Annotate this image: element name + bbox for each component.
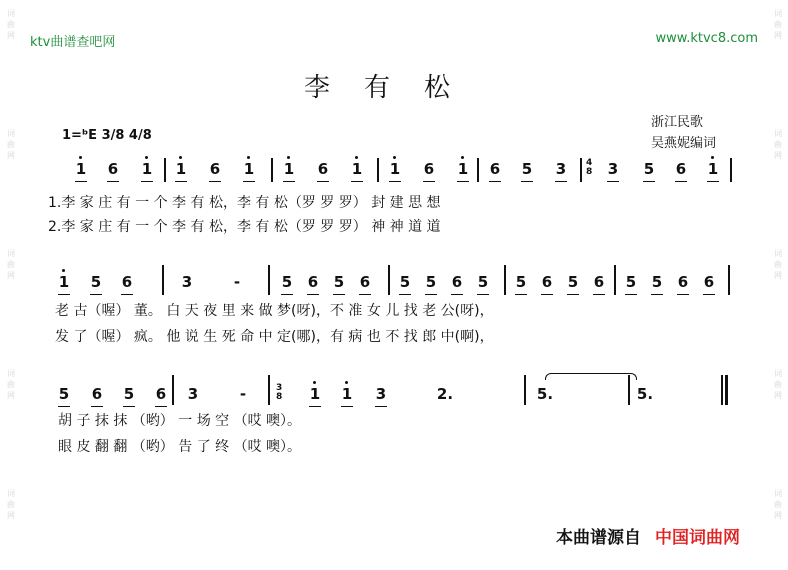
watermark-text: 词曲网 — [7, 249, 15, 280]
barline — [162, 265, 164, 295]
barline — [504, 265, 506, 295]
barline — [268, 375, 270, 405]
note: 6 — [420, 160, 438, 178]
time-change-4-8: 4 8 — [586, 158, 593, 177]
note: 6 — [88, 385, 106, 403]
barline — [172, 375, 174, 405]
note: 5 — [422, 273, 440, 291]
site-name-link[interactable]: ktv曲谱查吧网 — [30, 35, 116, 50]
note: - — [239, 385, 247, 403]
watermark-text: 词曲网 — [774, 9, 782, 40]
barline — [524, 375, 526, 405]
note: 1 — [138, 160, 156, 178]
note: 3 — [604, 160, 622, 178]
note: 5. — [536, 385, 554, 403]
site-url-link[interactable]: www.ktvc8.com — [655, 31, 758, 46]
lyrics-verse-2-line-3: 眼 皮 翻 翻 （哟） 告 了 终 （哎 噢）。 — [58, 439, 302, 455]
note: 6 — [152, 385, 170, 403]
watermark-text: 词曲网 — [7, 9, 15, 40]
watermark-text: 词曲网 — [7, 129, 15, 160]
note: 1 — [240, 160, 258, 178]
note: 1 — [704, 160, 722, 178]
source-site-link[interactable]: 中国词曲网 — [655, 528, 740, 548]
note: 3 — [187, 385, 199, 403]
note: 6 — [448, 273, 466, 291]
note: - — [233, 273, 241, 291]
note: 5 — [55, 385, 73, 403]
note: 5 — [622, 273, 640, 291]
note: 1 — [386, 160, 404, 178]
note: 5 — [120, 385, 138, 403]
barline — [271, 158, 273, 182]
note: 5. — [636, 385, 654, 403]
note: 2. — [436, 385, 454, 403]
lyrics-verse-1-line-1: 1.李 家 庄 有 一 个 李 有 松，李 有 松（罗 罗 罗） 封 建 思 想 — [48, 195, 441, 211]
note: 6 — [304, 273, 322, 291]
note: 1 — [55, 273, 73, 291]
time-change-3-8: 3 8 — [276, 383, 283, 402]
note: 5 — [640, 160, 658, 178]
key-signature: 1=ᵇE 3/8 4/8 — [62, 128, 152, 143]
note: 1 — [280, 160, 298, 178]
barline — [728, 265, 730, 295]
note: 1 — [172, 160, 190, 178]
watermark-text: 词曲网 — [774, 249, 782, 280]
tie — [545, 373, 637, 380]
note: 6 — [674, 273, 692, 291]
source-footer — [556, 523, 740, 548]
barline — [268, 265, 270, 295]
score-line-1 — [0, 160, 788, 182]
note: 5 — [278, 273, 296, 291]
note: 5 — [87, 273, 105, 291]
note: 5 — [474, 273, 492, 291]
note: 6 — [538, 273, 556, 291]
note: 3 — [372, 385, 390, 403]
score-line-2 — [0, 273, 788, 295]
watermark-text: 词曲网 — [7, 489, 15, 520]
barline — [477, 158, 479, 182]
lyrics-verse-1-line-2: 老 古（喔） 董。 白 天 夜 里 来 做 梦(呀)，不 准 女 儿 找 老 公(呀)， — [55, 303, 494, 319]
note: 5 — [648, 273, 666, 291]
barline — [580, 158, 582, 182]
barline — [164, 158, 166, 182]
barline — [614, 265, 616, 295]
song-title: 李有松 — [303, 73, 484, 103]
note: 3 — [552, 160, 570, 178]
note: 6 — [486, 160, 504, 178]
note: 1 — [72, 160, 90, 178]
note: 5 — [564, 273, 582, 291]
watermark-text: 词曲网 — [7, 369, 15, 400]
note: 5 — [512, 273, 530, 291]
note: 1 — [338, 385, 356, 403]
note: 6 — [104, 160, 122, 178]
origin-credit: 浙江民歌 — [651, 115, 704, 130]
lyrics-verse-2-line-2: 发 了（喔） 疯。 他 说 生 死 命 中 定(哪)，有 病 也 不 找 郎 中(啊)， — [55, 329, 494, 345]
note: 6 — [206, 160, 224, 178]
final-barline-thin — [721, 375, 723, 405]
note: 5 — [396, 273, 414, 291]
watermark-text: 词曲网 — [774, 489, 782, 520]
note: 6 — [700, 273, 718, 291]
note: 5 — [518, 160, 536, 178]
source-label: 本曲谱源自 — [556, 528, 641, 548]
watermark-text: 词曲网 — [774, 129, 782, 160]
lyrics-verse-2-line-1: 2.李 家 庄 有 一 个 李 有 松，李 有 松（罗 罗 罗） 神 神 道 道 — [48, 219, 441, 235]
score-line-3 — [0, 385, 788, 407]
note: 6 — [356, 273, 374, 291]
lyricist-credit: 吴燕妮编词 — [651, 136, 717, 151]
note: 6 — [118, 273, 136, 291]
lyrics-verse-1-line-3: 胡 子 抹 抹 （哟） 一 场 空 （哎 噢）。 — [58, 413, 302, 429]
note: 1 — [348, 160, 366, 178]
watermark-text: 词曲网 — [774, 369, 782, 400]
note: 6 — [590, 273, 608, 291]
barline — [388, 265, 390, 295]
note: 5 — [330, 273, 348, 291]
barline — [377, 158, 379, 182]
note: 1 — [306, 385, 324, 403]
note: 1 — [454, 160, 472, 178]
final-barline-thick — [725, 375, 728, 405]
note: 6 — [672, 160, 690, 178]
note: 3 — [181, 273, 193, 291]
note: 6 — [314, 160, 332, 178]
barline — [730, 158, 732, 182]
